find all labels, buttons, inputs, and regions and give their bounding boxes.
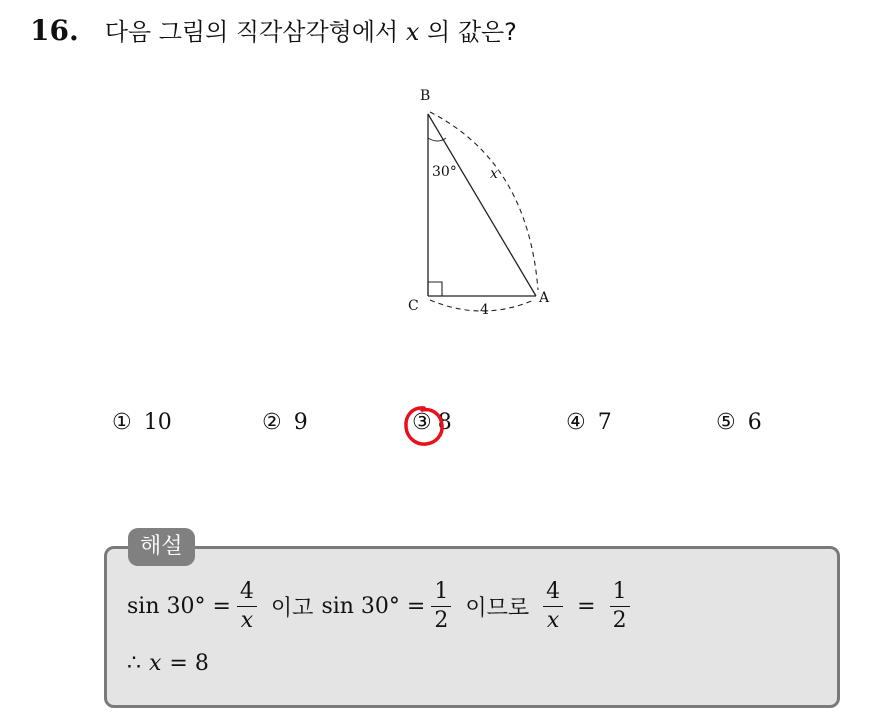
choice-3[interactable] (412, 410, 452, 435)
choice-4[interactable] (566, 410, 612, 435)
connector-word-2: 이므로 (465, 596, 530, 621)
fraction-4-over-x-1 (237, 581, 257, 632)
question-text-after: 의 값은? (419, 18, 517, 46)
result-variable: x (149, 651, 162, 676)
fraction-numerator: 1 (610, 581, 630, 607)
choice-2-marker: ② (262, 410, 282, 435)
question-text-before: 다음 그림의 직각삼각형에서 (104, 18, 406, 46)
choice-1-value: 10 (143, 410, 172, 435)
right-angle-marker (428, 282, 442, 296)
equals-sign: = (577, 594, 596, 619)
choice-1-marker: ① (112, 410, 132, 435)
sin-expression-1: sin 30° = (127, 594, 231, 619)
triangle-figure (400, 82, 570, 322)
sin-expression-2: sin 30° = (321, 594, 426, 619)
vertex-label-b: B (420, 88, 431, 104)
choice-1[interactable] (112, 410, 172, 435)
choice-4-marker: ④ (566, 410, 586, 435)
connector-word-1: 이고 (270, 596, 314, 621)
fraction-numerator: 1 (431, 581, 451, 607)
choice-4-value: 7 (597, 410, 612, 435)
question-header (30, 12, 517, 52)
choice-2-value: 9 (293, 410, 308, 435)
fraction-denominator: x (240, 608, 254, 633)
triangle-diagram (400, 82, 570, 322)
choice-5[interactable] (716, 410, 762, 435)
fraction-4-over-x-2 (543, 581, 563, 632)
side-ba (428, 114, 536, 296)
solution-tag: 해설 (128, 528, 195, 566)
vertex-label-a: A (539, 290, 550, 306)
fraction-1-over-2-2 (610, 581, 630, 632)
choice-5-value: 6 (747, 410, 762, 435)
fraction-denominator: 2 (612, 608, 627, 633)
fraction-denominator: x (546, 608, 560, 633)
result-value: = 8 (169, 651, 209, 676)
fraction-denominator: 2 (434, 608, 449, 633)
fraction-1-over-2-1 (431, 581, 451, 632)
question-number: 16. (30, 14, 79, 47)
solution-line-1 (127, 581, 636, 632)
choice-3-value: 8 (437, 410, 452, 435)
fraction-numerator: 4 (237, 581, 257, 607)
hypotenuse-dashed-brace (430, 112, 538, 290)
answer-choices (0, 410, 884, 446)
vertex-label-c: C (408, 298, 419, 314)
fraction-numerator: 4 (543, 581, 563, 607)
solution-line-2 (127, 651, 209, 676)
choice-3-marker: ③ (412, 410, 432, 435)
solution-box (104, 546, 840, 708)
angle-label: 30° (432, 164, 457, 180)
choice-2[interactable] (262, 410, 308, 435)
question-text (105, 12, 517, 47)
hypotenuse-label: x (490, 166, 498, 182)
question-variable: x (405, 18, 420, 46)
choice-5-marker: ⑤ (716, 410, 736, 435)
base-label: 4 (480, 302, 489, 318)
therefore-symbol: ∴ (127, 651, 141, 676)
